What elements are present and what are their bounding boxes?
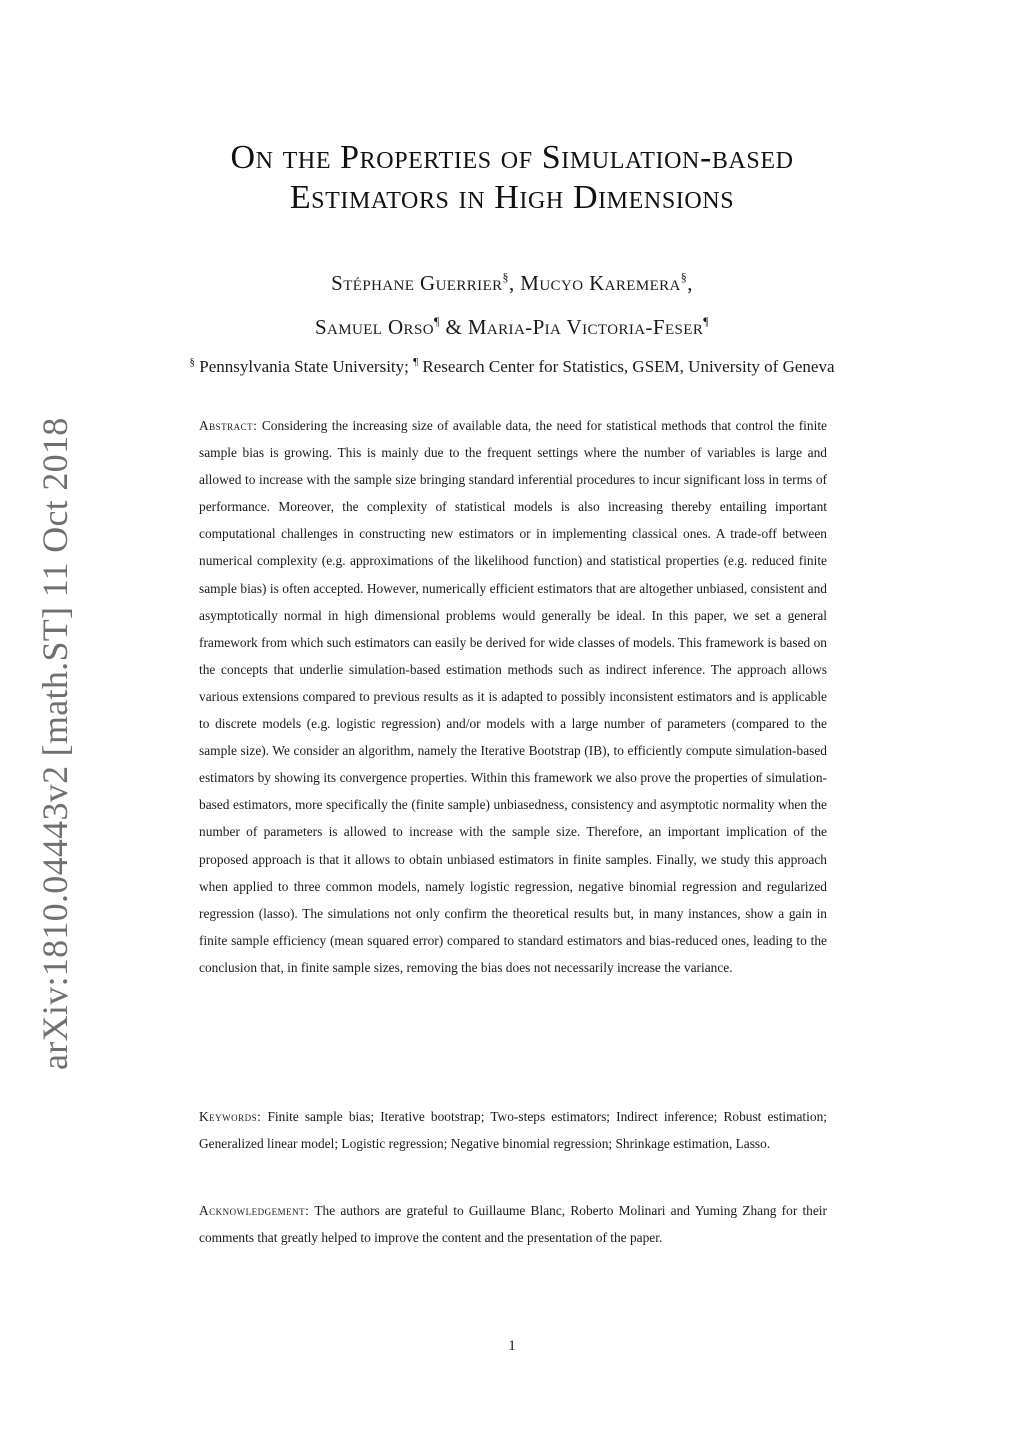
affiliation-mark: ¶	[433, 314, 440, 328]
affiliation-text: Pennsylvania State University;	[199, 357, 409, 376]
author-line-1: Stéphane Guerrier§, Mucyo Karemera§,	[331, 270, 693, 295]
affiliation-mark: §	[680, 270, 688, 284]
abstract	[199, 412, 827, 981]
acknowledgement-text: The authors are grateful to Guillaume Blanc, Roberto Molinari and Yuming Zhang for their comments that greatly helped to improve the content and the presentation of the paper.	[199, 1203, 827, 1246]
keywords-label: Keywords:	[199, 1109, 262, 1124]
keywords-text: Finite sample bias; Iterative bootstrap; Two-steps estimators; Indirect inference; Robust estimation; Generalized linear model; Logistic regression; Negative binomial regression; Shrinkage estimation, Lasso.	[199, 1109, 827, 1152]
acknowledgement-label: Acknowledgement:	[199, 1203, 310, 1218]
affiliation-text: Research Center for Statistics, GSEM, University of Geneva	[422, 357, 835, 376]
title-line-1: On the Properties of Simulation-based	[230, 139, 794, 176]
author-name: Samuel Orso	[314, 315, 434, 339]
affiliation-symbol: ¶	[413, 356, 419, 368]
author-name: Maria-Pia Victoria-Feser	[467, 315, 704, 339]
abstract-label: Abstract:	[199, 418, 258, 433]
title-line-2: Estimators in High Dimensions	[289, 179, 735, 216]
abstract-text: Considering the increasing size of available data, the need for statistical methods that control the finite sample bias is growing. This is mainly due to the frequent settings where the number of variables is large and allowed to increase with the sample size bringing standard inferential procedures to incur significant loss in terms of performance. Moreover, the complexity of statistical models is also increasing thereby entailing important computational challenges in constructing new estimators or in implementing classical ones. A trade-off between numerical complexity (e.g. approximations of the likelihood function) and statistical properties (e.g. reduced finite sample bias) is often accepted. However, numerically efficient estimators that are altogether unbiased, consistent and asymptotically normal in high dimensional problems would generally be ideal. In this paper, we set a general framework from which such estimators can easily be derived for wide classes of models. This framework is based on the concepts that underlie simulation-based estimation methods such as indirect inference. The approach allows various extensions compared to previous results as it is adapted to possibly inconsistent estimators and is applicable to discrete models (e.g. logistic regression) and/or models with a large number of parameters (compared to the sample size). We consider an algorithm, namely the Iterative Bootstrap (IB), to efficiently compute simulation-based estimators by showing its convergence properties. Within this framework we also prove the properties of simulation-based estimators, more specifically the (finite sample) unbiasedness, consistency and asymptotic normality when the number of parameters is allowed to increase with the sample size. Therefore, an important implication of the proposed approach is that it allows to obtain unbiased estimators in finite samples. Finally, we study this approach when applied to three common models, namely logistic regression, negative binomial regression and regularized regression (lasso). The simulations not only confirm the theoretical results but, in many instances, show a gain in finite sample efficiency (mean squared error) compared to standard estimators and bias-reduced ones, leading to the conclusion that, in finite sample sizes, removing the bias does not necessarily increase the variance.	[199, 418, 827, 975]
author-name: Mucyo Karemera	[520, 271, 681, 295]
affiliations	[140, 356, 884, 377]
paper-title	[120, 138, 904, 218]
arxiv-identifier: arXiv:1810.04443v2 [math.ST] 11 Oct 2018	[35, 417, 75, 1070]
acknowledgement	[199, 1197, 827, 1251]
affiliation-mark: §	[502, 270, 509, 284]
affiliation-symbol: §	[189, 356, 195, 368]
keywords	[199, 1103, 827, 1157]
page-number: 1	[508, 1338, 516, 1354]
author-line-2: Samuel Orso¶ & Maria-Pia Victoria-Feser¶	[314, 314, 710, 339]
author-name: Stéphane Guerrier	[331, 271, 503, 295]
author-list	[180, 258, 844, 346]
affiliation-mark: ¶	[703, 314, 710, 328]
